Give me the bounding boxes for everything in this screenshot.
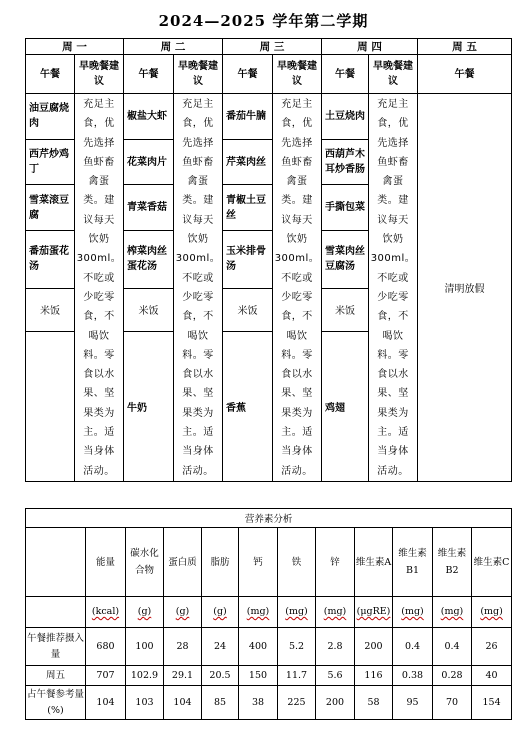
table-cell: 154	[472, 686, 512, 720]
nutrient-header: 能量	[86, 528, 126, 597]
advice-line: 少吃零	[281, 291, 313, 303]
advice-line: 料。零	[83, 349, 115, 361]
advice-line: 食，不	[83, 311, 115, 323]
table-cell: 2.8	[316, 628, 355, 666]
unit-text: (g)	[213, 606, 227, 617]
table-cell: 70	[433, 686, 472, 720]
weekly-menu-table	[25, 38, 512, 482]
table-cell: 95	[393, 686, 433, 720]
advice-line: 饮奶	[187, 234, 209, 246]
advice-line: 禽蛋	[382, 176, 404, 188]
advice-line: 主。适	[281, 427, 313, 439]
row-label: 占午餐参考量(%)	[26, 686, 86, 720]
nutrient-unit	[126, 597, 164, 628]
advice-line: 果、坚	[377, 388, 409, 400]
advice-line: 食以水	[83, 369, 115, 381]
nutrient-header: 维生素C	[472, 528, 512, 597]
table-cell: 0.28	[433, 666, 472, 686]
row-label-corner	[26, 528, 86, 597]
table-cell: 200	[316, 686, 355, 720]
table-cell: 24	[202, 628, 239, 666]
lunch-header: 午餐	[124, 55, 174, 94]
advice-line: 议每天	[182, 214, 214, 226]
table-cell: 400	[239, 628, 278, 666]
breakfast-header: 早晚餐建议	[75, 55, 124, 94]
advice-line: 当身体	[83, 446, 115, 458]
nutrient-unit	[393, 597, 433, 628]
nutrient-unit	[355, 597, 393, 628]
dish: 油豆腐烧肉	[26, 94, 75, 140]
table-cell: 104	[164, 686, 202, 720]
unit-text: (mg)	[440, 606, 464, 617]
dish: 手撕包菜	[322, 185, 369, 231]
advice-line: 少吃零	[83, 291, 115, 303]
advice-line: 鱼虾畜	[83, 156, 115, 168]
advice-line: 禽蛋	[187, 176, 209, 188]
table-cell: 680	[86, 628, 126, 666]
nutrient-header: 锌	[316, 528, 355, 597]
unit-text: (mg)	[285, 606, 308, 617]
nutrition-title: 营养素分析	[26, 509, 512, 528]
nutrient-unit	[164, 597, 202, 628]
table-cell: 0.38	[393, 666, 433, 686]
advice-line: 饮奶	[382, 234, 404, 246]
advice-line: 饮奶	[286, 234, 308, 246]
advice-line: 不吃或	[377, 272, 409, 284]
table-cell: 5.2	[278, 628, 316, 666]
advice-line: 不吃或	[281, 272, 313, 284]
nutrient-header: 蛋白质	[164, 528, 202, 597]
nutrient-header-row	[26, 528, 512, 597]
advice-line: 先选择	[182, 137, 214, 149]
day-header-row	[26, 39, 512, 55]
advice-line: 议每天	[281, 214, 313, 226]
table-cell: 707	[86, 666, 126, 686]
advice-line: 充足主	[83, 99, 115, 110]
unit-text: (g)	[137, 606, 152, 617]
unit-text: (mg)	[480, 606, 503, 617]
advice-line: 当身体	[281, 446, 313, 458]
lunch-header: 午餐	[418, 55, 512, 94]
dish: 芹菜肉丝	[223, 139, 273, 185]
snack: 牛奶	[124, 331, 174, 481]
unit-text: (mg)	[323, 606, 347, 617]
advice-line: 食，优	[182, 118, 214, 130]
advice-line: 鱼虾畜	[182, 156, 214, 168]
dish: 土豆烧肉	[322, 94, 369, 140]
unit-text: (kcal)	[91, 606, 120, 617]
advice-line: 先选择	[281, 137, 313, 149]
advice-line: 300ml。	[76, 253, 122, 265]
advice-line: 活动。	[182, 465, 214, 477]
day-wednesday: 周 三	[223, 39, 322, 55]
advice-line: 活动。	[83, 465, 115, 477]
dish: 玉米排骨汤	[223, 231, 273, 288]
table-cell: 100	[126, 628, 164, 666]
advice-line: 饮奶	[88, 234, 110, 246]
advice-line: 类。建	[281, 195, 313, 207]
day-monday: 周 一	[26, 39, 124, 55]
unit-text: (mg)	[401, 606, 424, 617]
advice-line: 少吃零	[182, 291, 214, 303]
advice-line: 充足主	[281, 99, 313, 110]
table-row	[26, 686, 512, 720]
nutrient-unit	[472, 597, 512, 628]
staple-rice: 米饭	[124, 288, 174, 331]
table-cell: 0.4	[393, 628, 433, 666]
advice-line: 300ml。	[370, 253, 416, 265]
dish: 榨菜肉丝蛋花汤	[124, 231, 174, 288]
advice-line: 禽蛋	[88, 176, 110, 188]
advice-line: 鱼虾畜	[281, 156, 313, 168]
advice-line: 果、坚	[83, 388, 115, 400]
advice-line: 充足主	[182, 99, 214, 110]
advice-line: 议每天	[83, 214, 115, 226]
breakfast-header: 早晚餐建议	[174, 55, 223, 94]
nutrient-header: 脂肪	[202, 528, 239, 597]
nutrient-header: 铁	[278, 528, 316, 597]
advice-line: 果类为	[182, 407, 214, 419]
row-label: 周五	[26, 666, 86, 686]
day-friday: 周 五	[418, 39, 512, 55]
dish: 椒盐大虾	[124, 94, 174, 140]
advice-line: 少吃零	[377, 291, 409, 303]
advice-line: 果类为	[377, 407, 409, 419]
dish: 番茄牛腩	[223, 94, 273, 140]
advice-line: 类。建	[377, 195, 409, 207]
advice-line: 食，不	[281, 311, 313, 323]
advice-line: 果、坚	[182, 388, 214, 400]
page-title: 2024—2025 学年第二学期	[158, 12, 369, 30]
advice-line: 食以水	[377, 369, 409, 381]
breakfast-header: 早晚餐建议	[369, 55, 418, 94]
nutrient-header: 钙	[239, 528, 278, 597]
unit-text: (g)	[175, 606, 190, 617]
nutrient-header: 维生素B1	[393, 528, 433, 597]
dish: 青椒土豆丝	[223, 185, 273, 231]
table-cell: 28	[164, 628, 202, 666]
unit-text: (mg)	[246, 606, 270, 617]
table-row	[26, 666, 512, 686]
advice-line: 当身体	[377, 446, 409, 458]
advice-line: 料。零	[281, 349, 313, 361]
table-cell: 200	[355, 628, 393, 666]
advice-line: 食以水	[182, 369, 214, 381]
advice-line: 充足主	[377, 99, 409, 110]
advice-line: 食，优	[281, 118, 313, 130]
advice-line: 禽蛋	[286, 176, 308, 188]
table-cell: 103	[126, 686, 164, 720]
advice-line: 活动。	[281, 465, 313, 477]
table-cell: 58	[355, 686, 393, 720]
advice-line: 不吃或	[83, 272, 115, 284]
advice-line: 议每天	[377, 214, 409, 226]
unit-text: (μgRE)	[356, 606, 391, 617]
table-cell: 104	[86, 686, 126, 720]
dish: 雪菜滚豆腐	[26, 185, 75, 231]
advice-line: 果类为	[281, 407, 313, 419]
advice-line: 主。适	[83, 427, 115, 439]
day-tuesday: 周 二	[124, 39, 223, 55]
meal-advice	[174, 94, 223, 482]
table-cell: 150	[239, 666, 278, 686]
advice-line: 鱼虾畜	[377, 156, 409, 168]
advice-line: 料。零	[377, 349, 409, 361]
advice-line: 类。建	[182, 195, 214, 207]
breakfast-header: 早晚餐建议	[273, 55, 322, 94]
staple-rice: 米饭	[223, 288, 273, 331]
advice-line: 食，不	[377, 311, 409, 323]
advice-line: 当身体	[182, 446, 214, 458]
advice-line: 类。建	[83, 195, 115, 207]
advice-line: 喝饮	[286, 330, 308, 342]
dish: 西芹炒鸡丁	[26, 139, 75, 185]
advice-line: 食，优	[83, 118, 115, 130]
meal-advice	[75, 94, 124, 482]
row-label-corner	[26, 597, 86, 628]
nutrient-unit	[278, 597, 316, 628]
dish: 西葫芦木耳炒香肠	[322, 139, 369, 185]
nutrient-header: 维生素A	[355, 528, 393, 597]
advice-line: 食，不	[182, 311, 214, 323]
table-cell: 85	[202, 686, 239, 720]
advice-line: 300ml。	[274, 253, 320, 265]
table-cell: 5.6	[316, 666, 355, 686]
table-cell: 20.5	[202, 666, 239, 686]
dish: 花菜肉片	[124, 139, 174, 185]
row-label: 午餐推荐摄入量	[26, 628, 86, 666]
advice-line: 主。适	[377, 427, 409, 439]
advice-line: 活动。	[377, 465, 409, 477]
table-cell: 225	[278, 686, 316, 720]
meal-advice	[273, 94, 322, 482]
dish: 青菜香菇	[124, 185, 174, 231]
advice-line: 喝饮	[88, 330, 110, 342]
nutrient-header: 维生素B2	[433, 528, 472, 597]
nutrient-unit	[316, 597, 355, 628]
nutrient-unit	[86, 597, 126, 628]
lunch-header: 午餐	[223, 55, 273, 94]
advice-line: 先选择	[377, 137, 409, 149]
staple-rice: 米饭	[322, 288, 369, 331]
dish: 番茄蛋花汤	[26, 231, 75, 288]
advice-line: 喝饮	[187, 330, 209, 342]
table-cell: 0.4	[433, 628, 472, 666]
advice-line: 主。适	[182, 427, 214, 439]
table-cell: 40	[472, 666, 512, 686]
nutrient-unit	[239, 597, 278, 628]
nutrient-unit	[202, 597, 239, 628]
nutrient-unit	[433, 597, 472, 628]
advice-line: 料。零	[182, 349, 214, 361]
table-cell: 38	[239, 686, 278, 720]
advice-line: 果类为	[83, 407, 115, 419]
table-row	[26, 628, 512, 666]
table-cell: 11.7	[278, 666, 316, 686]
advice-line: 不吃或	[182, 272, 214, 284]
snack: 香蕉	[223, 331, 273, 481]
dish: 雪菜肉丝豆腐汤	[322, 231, 369, 288]
day-thursday: 周 四	[322, 39, 418, 55]
staple-rice: 米饭	[26, 288, 75, 331]
lunch-header: 午餐	[322, 55, 369, 94]
snack	[26, 331, 75, 481]
snack: 鸡翅	[322, 331, 369, 481]
meal-advice	[369, 94, 418, 482]
friday-holiday-note: 清明放假	[418, 94, 512, 482]
table-cell: 26	[472, 628, 512, 666]
nutrition-table	[25, 508, 512, 720]
nutrient-unit-row	[26, 597, 512, 628]
advice-line: 食，优	[377, 118, 409, 130]
advice-line: 喝饮	[382, 330, 404, 342]
lunch-header: 午餐	[26, 55, 75, 94]
table-cell: 102.9	[126, 666, 164, 686]
table-cell: 29.1	[164, 666, 202, 686]
advice-line: 先选择	[83, 137, 115, 149]
sub-header-row	[26, 55, 512, 94]
advice-line: 果、坚	[281, 388, 313, 400]
nutrient-header: 碳水化合物	[126, 528, 164, 597]
advice-line: 300ml。	[175, 253, 221, 265]
advice-line: 食以水	[281, 369, 313, 381]
table-cell: 116	[355, 666, 393, 686]
